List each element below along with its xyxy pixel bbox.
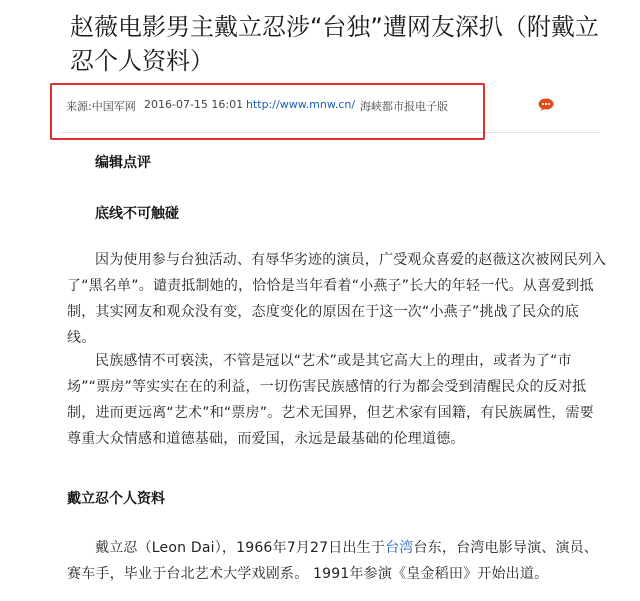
meta-paper-link[interactable]: 海峡都市报电子版 bbox=[360, 100, 448, 113]
paragraph-2: 民族感情不可亵渎，不管是冠以“艺术”或是其它高大上的理由，或者为了“市场”“票房”等实实在在的利益，一切伤害民族感情的行为都会受到清醒民众的反对抵制，进而更远离“艺术”和“票房”。艺术无国界，但艺术家有国籍，有民族属性，需要尊重大众情感和道德基础，而爱国，永远是最基础的伦理道德。 bbox=[67, 353, 594, 447]
paragraph-3-end: 台东，台湾电影导演、演员、赛车手，毕业于台北艺术大学戏剧系。 1991年参演《皇金稻田》开始出道。 bbox=[67, 540, 599, 582]
heading-editor-comment: 编辑点评 bbox=[95, 155, 151, 171]
comment-bubble-icon[interactable] bbox=[538, 98, 554, 111]
paragraph-3-start: 戴立忍（Leon Dai），1966年7月27日出生于 bbox=[95, 540, 386, 556]
meta-site-link[interactable]: http://www.mnw.cn/ bbox=[246, 98, 356, 111]
heading-profile: 戴立忍个人资料 bbox=[67, 491, 165, 507]
taiwan-link[interactable]: 台湾 bbox=[385, 540, 414, 556]
paragraph-1: 因为使用参与台独活动、有辱华劣迹的演员，广受观众喜爱的赵薇这次被网民列入了“黑名单”。谴责抵制她的，恰恰是当年看着“小燕子”长大的年轻一代。从喜爱到抵制，其实网友和观众没有变，态度变化的原因在于这一次“小燕子”挑战了民众的底线。 bbox=[67, 252, 607, 346]
paragraph-3 bbox=[67, 535, 607, 587]
article-title: 赵薇电影男主戴立忍涉“台独”遭网友深扒（附戴立忍个人资料） bbox=[70, 13, 599, 75]
heading-bottom-line: 底线不可触碰 bbox=[95, 206, 179, 222]
meta-date: 2016-07-15 16:01 bbox=[144, 98, 244, 111]
red-highlight-box bbox=[50, 83, 485, 140]
meta-source: 来源:中国军网 bbox=[66, 100, 136, 113]
